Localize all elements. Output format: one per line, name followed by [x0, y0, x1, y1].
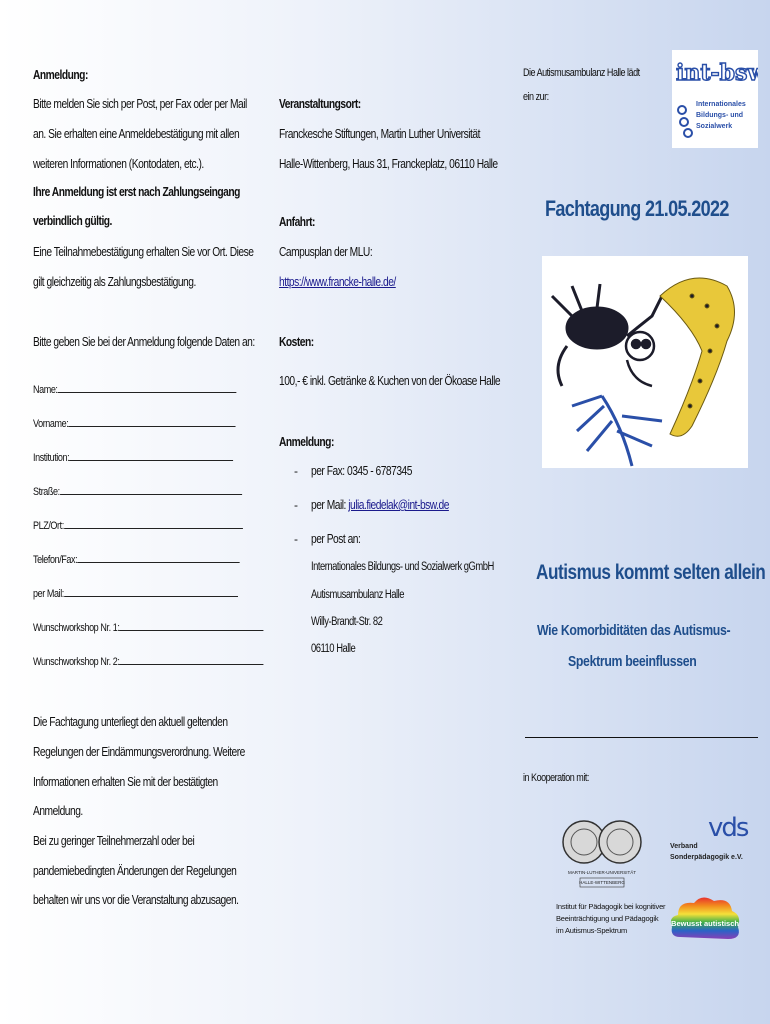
travel-heading: Anfahrt: [279, 215, 315, 229]
form-field-mail[interactable] [33, 586, 238, 600]
cover-column [510, 0, 770, 1024]
logo-ring-icon [684, 129, 692, 137]
bullet-dash: - [294, 532, 298, 546]
form-field-institution[interactable] [33, 450, 233, 464]
seal-right-icon [599, 821, 641, 863]
fax-line: per Fax: 0345 - 6787345 [311, 464, 412, 478]
form-field-label: Wunschworkshop Nr. 1: [33, 622, 120, 634]
intro-line: Bitte melden Sie sich per Post, per Fax oder per Mail [33, 97, 247, 111]
form-field-label: Vorname: [33, 418, 69, 430]
form-field-label: PLZ/Ort: [33, 520, 64, 532]
footer-line: Die Fachtagung unterliegt den aktuell geltenden [33, 715, 228, 729]
cheetah-figure [660, 278, 735, 436]
mlu-seal-graphic [560, 812, 644, 894]
venue-line: Franckesche Stiftungen, Martin Luther Universität [279, 127, 480, 141]
form-field-label: Telefon/Fax: [33, 554, 78, 566]
footer-line: pandemiebedingten Änderungen der Regelungen [33, 864, 237, 878]
form-field-line[interactable] [119, 620, 263, 631]
institute-line: Beeinträchtigung und Pädagogik [556, 914, 659, 923]
form-field-vorname[interactable] [33, 416, 236, 430]
francke-link[interactable]: https://www.francke-halle.de/ [279, 275, 396, 289]
rainbow-cloud-icon [668, 893, 742, 947]
logo-ring-icon [680, 118, 688, 126]
logo-sub-line: Internationales [696, 101, 746, 108]
logo-sub-line: Bildungs- und [696, 112, 744, 119]
venue-heading: Veranstaltungsort: [279, 97, 361, 111]
form-field-plz-ort[interactable] [33, 518, 243, 532]
event-date-title: Fachtagung 21.05.2022 [545, 196, 729, 221]
binding-note-line: verbindlich gültig. [33, 214, 112, 228]
campus-plan-label: Campusplan der MLU: [279, 245, 373, 259]
form-field-name[interactable] [33, 382, 236, 396]
vds-wordmark: vds [708, 813, 748, 843]
subtitle-line: Wie Komorbiditäten das Autismus- [537, 622, 731, 639]
form-field-label: Institution: [33, 452, 70, 464]
form-field-workshop-2[interactable] [33, 654, 264, 668]
bullet-dash: - [294, 464, 298, 478]
monster-figure [552, 284, 662, 386]
address-line: Willy-Brandt-Str. 82 [311, 616, 383, 628]
vds-logo [668, 804, 760, 862]
cost-heading: Kosten: [279, 335, 314, 349]
institute-line: Institut für Pädagogik bei kognitiver [556, 902, 666, 911]
footer-line: behalten wir uns vor die Veranstaltung abzusagen. [33, 893, 239, 907]
binding-note-line: Ihre Anmeldung ist erst nach Zahlungseingang [33, 185, 240, 199]
vds-caption-line: Sonderpädagogik e.V. [670, 854, 743, 861]
form-field-workshop-1[interactable] [33, 620, 264, 634]
subtitle-line: Spektrum beeinflussen [568, 653, 697, 670]
address-line: Autismusambulanz Halle [311, 589, 404, 601]
cat-figure [626, 332, 654, 386]
post-line: per Post an: [311, 532, 361, 546]
mail-link[interactable]: julia.fiedelak@int-bsw.de [348, 498, 449, 512]
form-field-line[interactable] [64, 518, 243, 529]
form-field-line[interactable] [58, 382, 237, 393]
form-field-line[interactable] [77, 552, 239, 563]
logo-ring-icon [678, 106, 686, 114]
event-info-column [258, 0, 510, 1024]
footer-line: Anmeldung. [33, 804, 83, 818]
cost-line: 100,- € inkl. Getränke & Kuchen von der Ökoase Halle [279, 374, 501, 388]
mlu-caption-line: HALLE-WITTENBERG [579, 880, 625, 885]
mail-line [311, 498, 449, 513]
footer-line: Bei zu geringer Teilnehmerzahl oder bei [33, 834, 195, 848]
divider-line [525, 737, 758, 738]
institute-line: im Autismus-Spektrum [556, 926, 628, 935]
footer-line: Informationen erhalten Sie mit der bestätigten [33, 775, 218, 789]
main-title: Autismus kommt selten allein [536, 561, 766, 584]
address-line: Internationales Bildungs- und Sozialwerk gGmbH [311, 561, 494, 573]
form-field-label: Wunschworkshop Nr. 2: [33, 656, 120, 668]
registration-heading: Anmeldung: [33, 68, 88, 82]
intro-line: weiteren Informationen (Kontodaten, etc.). [33, 157, 204, 171]
registration-heading-2: Anmeldung: [279, 435, 334, 449]
int-bsw-logo-graphic [672, 50, 758, 148]
mail-prefix: per Mail: [311, 498, 349, 512]
data-prompt: Bitte geben Sie bei der Anmeldung folgende Daten an: [33, 335, 255, 349]
invite-line: Die Autismusambulanz Halle lädt [523, 67, 640, 79]
address-line: 06110 Halle [311, 643, 356, 655]
form-field-line[interactable] [60, 484, 242, 495]
registration-column [0, 0, 255, 1024]
confirmation-line: Eine Teilnahmebestätigung erhalten Sie vor Ort. Diese [33, 245, 254, 259]
intro-line: an. Sie erhalten eine Anmeldebestätigung mit allen [33, 127, 240, 141]
creature-illustration [542, 256, 748, 468]
form-field-line[interactable] [68, 416, 235, 427]
mlu-logo [560, 812, 644, 894]
invite-line: ein zur: [523, 91, 549, 103]
vds-caption-line: Verband [670, 843, 698, 850]
form-field-label: per Mail: [33, 588, 64, 600]
form-field-telefon-fax[interactable] [33, 552, 240, 566]
cooperation-label: in Kooperation mit: [523, 772, 589, 784]
mlu-caption-line: MARTIN-LUTHER-UNIVERSITÄT [568, 870, 636, 875]
form-field-line[interactable] [64, 586, 238, 597]
plant-figure [572, 396, 662, 466]
rainbow-logo-text: Bewusst autistisch [671, 919, 739, 928]
venue-line: Halle-Wittenberg, Haus 31, Franckeplatz, 06110 Halle [279, 157, 498, 171]
form-field-strasse[interactable] [33, 484, 242, 498]
int-bsw-wordmark: int-bsw [676, 60, 758, 86]
int-bsw-logo [672, 50, 758, 148]
logo-sub-line: Sozialwerk [696, 123, 733, 130]
form-field-label: Name: [33, 384, 58, 396]
bewusst-autistisch-logo [668, 893, 742, 947]
bullet-dash: - [294, 498, 298, 512]
form-field-line[interactable] [119, 654, 263, 665]
footer-line: Regelungen der Eindämmungsverordnung. Weitere [33, 745, 245, 759]
confirmation-line: gilt gleichzeitig als Zahlungsbestätigung. [33, 275, 196, 289]
vds-logo-graphic [668, 804, 760, 862]
event-artwork [542, 256, 748, 468]
form-field-line[interactable] [69, 450, 233, 461]
form-field-label: Straße: [33, 486, 60, 498]
